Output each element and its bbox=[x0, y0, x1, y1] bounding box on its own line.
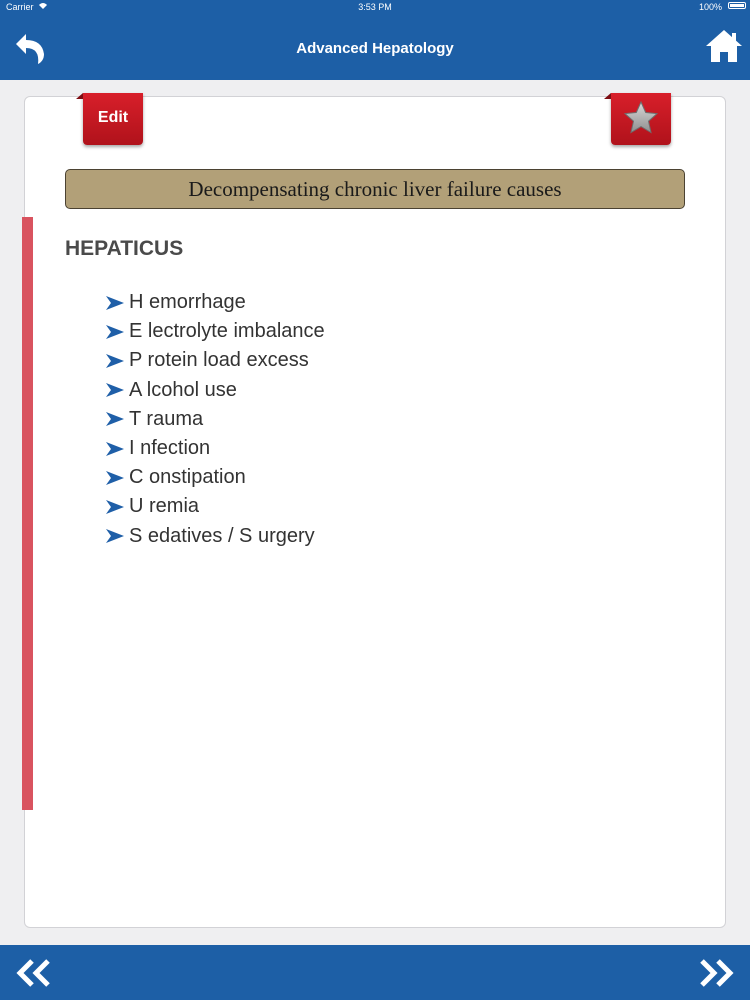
list-item-text: C onstipation bbox=[129, 466, 246, 489]
list-item bbox=[105, 288, 325, 317]
home-button[interactable] bbox=[704, 26, 744, 66]
arrow-bullet-icon bbox=[105, 470, 129, 486]
arrow-bullet-icon bbox=[105, 499, 129, 515]
arrow-bullet-icon bbox=[105, 528, 129, 544]
list-item bbox=[105, 405, 325, 434]
favorite-button[interactable] bbox=[611, 93, 671, 145]
double-chevron-left-icon bbox=[14, 957, 58, 989]
star-icon bbox=[622, 99, 660, 137]
battery-icon bbox=[728, 2, 746, 9]
mnemonic-list bbox=[105, 288, 325, 551]
list-item-text: A lcohol use bbox=[129, 378, 237, 401]
carrier-label: Carrier bbox=[6, 2, 34, 12]
status-bar bbox=[0, 0, 750, 14]
list-item bbox=[105, 463, 325, 492]
list-item bbox=[105, 522, 325, 551]
edit-button[interactable]: Edit bbox=[83, 93, 143, 145]
list-item-text: I nfection bbox=[129, 437, 211, 460]
list-item-text: U remia bbox=[129, 495, 200, 518]
content-card bbox=[24, 96, 726, 928]
next-button[interactable] bbox=[692, 957, 736, 989]
nav-bar bbox=[0, 14, 750, 80]
accent-bar bbox=[22, 217, 33, 810]
arrow-bullet-icon bbox=[105, 441, 129, 457]
list-item bbox=[105, 492, 325, 521]
home-icon bbox=[704, 26, 744, 66]
list-item-text: E lectrolyte imbalance bbox=[129, 320, 325, 343]
page-title: Advanced Hepatology bbox=[296, 40, 454, 57]
arrow-bullet-icon bbox=[105, 295, 129, 311]
previous-button[interactable] bbox=[14, 957, 58, 989]
list-item bbox=[105, 376, 325, 405]
list-item-text: T rauma bbox=[129, 407, 204, 430]
arrow-bullet-icon bbox=[105, 411, 129, 427]
list-item bbox=[105, 346, 325, 375]
arrow-bullet-icon bbox=[105, 324, 129, 340]
list-item-text: S edatives / S urgery bbox=[129, 524, 315, 547]
bottom-bar bbox=[0, 945, 750, 1000]
list-item-text: P rotein load excess bbox=[129, 349, 309, 372]
double-chevron-right-icon bbox=[692, 957, 736, 989]
arrow-bullet-icon bbox=[105, 353, 129, 369]
topic-title: Decompensating chronic liver failure causes bbox=[65, 169, 685, 209]
list-item bbox=[105, 317, 325, 346]
clock-label: 3:53 PM bbox=[358, 2, 392, 12]
list-item-text: H emorrhage bbox=[129, 291, 246, 314]
arrow-bullet-icon bbox=[105, 382, 129, 398]
section-heading: HEPATICUS bbox=[65, 237, 184, 260]
battery-percent: 100% bbox=[698, 2, 722, 12]
list-item bbox=[105, 434, 325, 463]
